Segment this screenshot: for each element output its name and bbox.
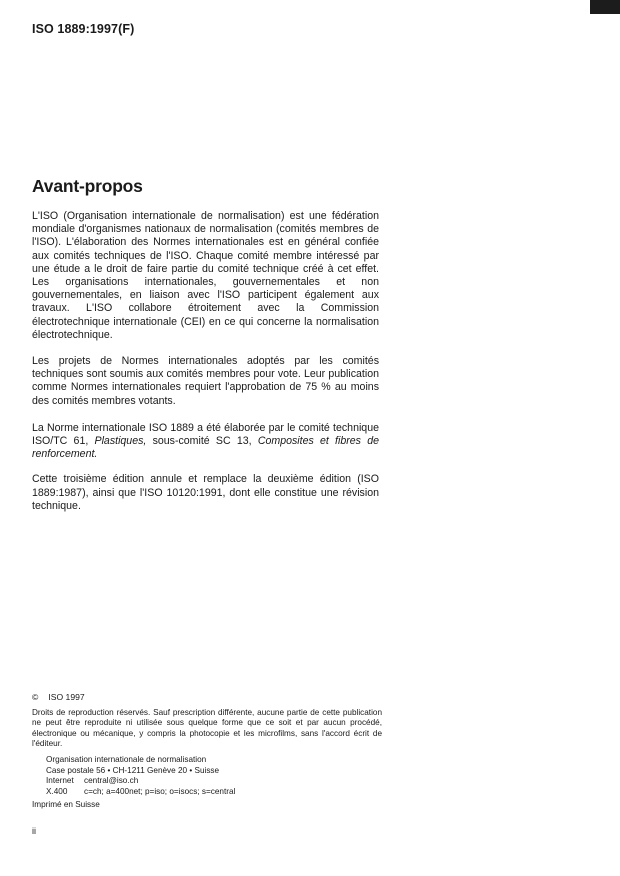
postal-address: Case postale 56 • CH-1211 Genève 20 • Suisse — [46, 765, 220, 775]
page-number: ii — [32, 826, 36, 836]
paragraph-committee-text-2: sous-comité SC 13, — [146, 435, 258, 448]
paragraph-draft-standards: Les projets de Normes internationales adoptés par les comités techniques sont soumis aux comités membres pour vote. Leur publication comme Normes internationales requiert l'approbation de 75 % au moins des comités membres votants. — [32, 355, 379, 407]
internet-label: Internet — [46, 776, 74, 786]
x400-row — [46, 787, 382, 798]
copyright-symbol: © — [32, 692, 39, 702]
internet-value: central@iso.ch — [84, 776, 139, 786]
copyright-footer — [32, 692, 382, 811]
subcommittee-name: Composites et fibres de renforcement. — [32, 435, 379, 461]
foreword-body — [32, 210, 379, 526]
publisher-address — [46, 755, 382, 797]
internet-row — [46, 776, 382, 787]
copyright-line — [32, 692, 382, 703]
x400-value: c=ch; a=400net; p=iso; o=isocs; s=central — [84, 786, 236, 796]
scan-corner-mark — [590, 0, 620, 14]
organisation-name: Organisation internationale de normalisation — [46, 754, 207, 764]
printed-in: Imprimé en Suisse — [32, 800, 100, 810]
rights-notice: Droits de reproduction réservés. Sauf prescription différente, aucune partie de cette publication ne peut être reproduite ni utilisée sous quelque forme que ce soit et par aucun procédé, électronique ou mécanique, y compris la photocopie et les microfilms, sans l'accord écrit de l'éditeur. — [32, 707, 382, 749]
copyright-text: ISO 1997 — [48, 692, 85, 702]
page-title: Avant-propos — [32, 176, 143, 196]
x400-label: X.400 — [46, 786, 68, 796]
document-id: ISO 1889:1997(F) — [32, 22, 135, 36]
paragraph-committee-text-1: La Norme internationale ISO 1889 a été élaborée par le comité technique ISO/TC 61, — [32, 421, 379, 448]
paragraph-committee — [32, 422, 379, 462]
paragraph-iso-description: L'ISO (Organisation internationale de normalisation) est une fédération mondiale d'organismes nationaux de normalisation (comités membres de l'ISO). L'élaboration des Normes internationales est en général confiée aux comités techniques de l'ISO. Chaque comité membre intéressé par une étude a le droit de faire partie du comité technique créé à cet effet. Les organisations internationales, gouvernementales et non gouvernementales, en liaison avec l'ISO participent également aux travaux. L'ISO collabore étroitement avec la Commission électrotechnique internationale (CEI) en ce qui concerne la normalisation électrotechnique. — [32, 210, 379, 341]
committee-name-plastiques: Plastiques, — [94, 435, 147, 448]
paragraph-edition: Cette troisième édition annule et remplace la deuxième édition (ISO 1889:1987), ainsi que l'ISO 10120:1991, dont elle constitue une révision technique. — [32, 473, 379, 512]
